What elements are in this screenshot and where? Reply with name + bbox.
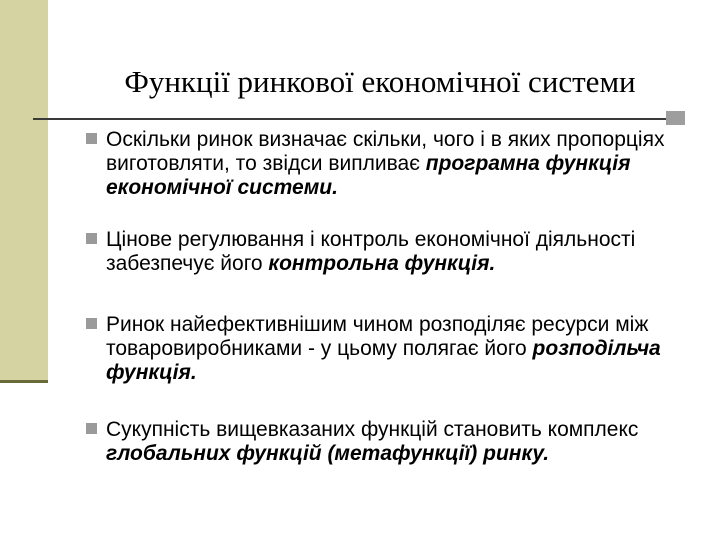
bullet-plain-text: Ринок найефективнішим чином розподіляє ресурси між товаровиробниками - у цьому полягає його [106,313,649,360]
bullet-end-punctuation: . [332,176,338,199]
bullet-plain-text: Сукупність вищевказаних функцій становить комплекс [106,418,639,441]
bullet-text [106,128,696,200]
bullet-text [106,418,696,466]
bullet-text [106,228,696,276]
bullet-emphasis-text: програмна функція економічної системи [106,152,631,199]
bullet-end-punctuation: . [543,442,550,465]
left-decorative-band [0,0,48,382]
bullet-end-punctuation: . [489,252,496,275]
bullet-emphasis-text: глобальних функцій (метафункції) ринку [106,442,544,465]
bullet-plain-text: Оскільки ринок визначає скільки, чого і в яких пропорціях виготовляти, то звідси випливає [106,128,665,175]
title-underline [33,118,685,120]
square-bullet-icon [86,133,97,144]
slide-title: Функції ринкової економічної системи [124,64,636,99]
square-bullet-icon [86,233,97,244]
square-bullet-icon [86,318,97,329]
bullet-text [106,313,696,385]
bullet-emphasis-text: розподільча функція [106,337,661,384]
square-bullet-icon [86,423,97,434]
bullet-end-punctuation: . [190,361,197,384]
left-band-divider [0,380,48,383]
title-rule-accent [666,111,685,125]
bullet-emphasis-text: контрольна функція [268,252,490,275]
bullet-plain-text: Цінове регулювання і контроль економічної діяльності забезпечує його [106,228,636,275]
